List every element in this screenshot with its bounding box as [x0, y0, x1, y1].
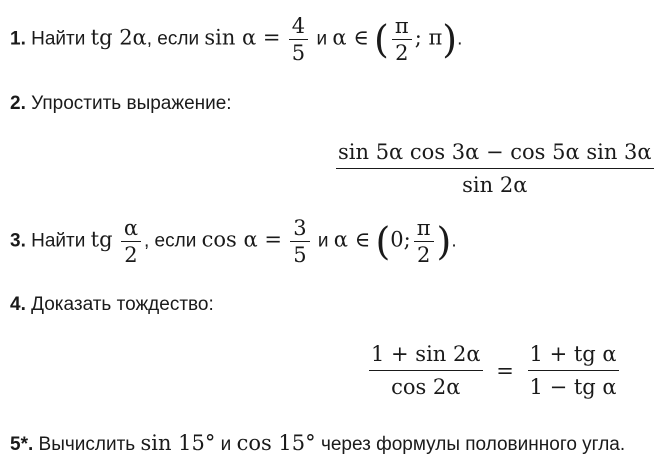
- denominator: 2: [395, 41, 409, 65]
- problem-number: 3.: [10, 230, 26, 252]
- numerator: sin 5α cos 3α − cos 5α sin 3α: [336, 140, 654, 169]
- equals-sign: =: [496, 358, 514, 383]
- period: .: [457, 28, 463, 50]
- fraction-left: [369, 342, 483, 399]
- problem-2: [10, 93, 232, 115]
- left-paren: (: [374, 17, 389, 62]
- math-cos15: cos 15°: [236, 431, 316, 455]
- problem-4: [10, 294, 214, 316]
- problem-number: 4.: [10, 294, 26, 315]
- text: и: [317, 230, 329, 252]
- fraction: [121, 216, 141, 267]
- problem-1: [10, 14, 462, 65]
- denominator: 5: [291, 41, 306, 65]
- period: .: [451, 230, 457, 252]
- denominator: cos 2α: [391, 375, 461, 399]
- math-tg2a: tg 2α: [90, 25, 147, 50]
- right-paren: ): [442, 17, 458, 62]
- text: Доказать тождество:: [31, 294, 214, 315]
- problem-number: 2.: [10, 93, 26, 114]
- math-tg: tg: [90, 227, 113, 252]
- display-expression: [333, 140, 657, 197]
- math-alpha-in: α ∈: [333, 227, 371, 252]
- text: , если: [144, 230, 197, 252]
- numerator: 1 + tg α: [528, 342, 619, 371]
- text: Найти: [31, 230, 86, 252]
- problem-number: 5*.: [10, 434, 34, 455]
- problem-3: [10, 216, 457, 267]
- numerator: 4: [289, 14, 308, 40]
- denominator: 5: [293, 243, 307, 267]
- numerator: π: [414, 216, 434, 242]
- math-rest: ; π: [414, 25, 443, 50]
- text: и: [220, 434, 232, 455]
- denominator: 2: [124, 243, 138, 267]
- numerator: 3: [290, 216, 309, 242]
- fraction-right: [528, 342, 619, 399]
- denominator: 1 − tg α: [529, 375, 617, 399]
- problem-number: 1.: [10, 28, 26, 50]
- denominator: 2: [416, 243, 431, 267]
- math-sina: sin α =: [204, 25, 281, 50]
- fraction: [414, 216, 434, 267]
- math-cosa: cos α =: [201, 227, 282, 252]
- text: Найти: [31, 28, 86, 50]
- fraction: [290, 216, 309, 267]
- fraction: [336, 140, 654, 197]
- numerator: π: [392, 14, 412, 40]
- fraction: [289, 14, 308, 65]
- display-identity: [366, 342, 622, 399]
- right-paren: ): [436, 219, 452, 264]
- math-alpha-in: α ∈: [332, 25, 369, 50]
- math-sin15: sin 15°: [140, 431, 216, 455]
- math-zero: 0;: [390, 227, 411, 252]
- text: , если: [146, 28, 200, 50]
- fraction: [392, 14, 412, 65]
- text: и: [316, 28, 328, 50]
- problem-5: [10, 431, 625, 456]
- denominator: sin 2α: [462, 173, 528, 197]
- left-paren: (: [375, 219, 391, 264]
- text: Вычислить: [38, 434, 136, 455]
- numerator: 1 + sin 2α: [369, 342, 483, 371]
- numerator: α: [121, 216, 141, 242]
- text: через формулы половинного угла.: [320, 434, 626, 455]
- text: Упростить выражение:: [31, 93, 232, 114]
